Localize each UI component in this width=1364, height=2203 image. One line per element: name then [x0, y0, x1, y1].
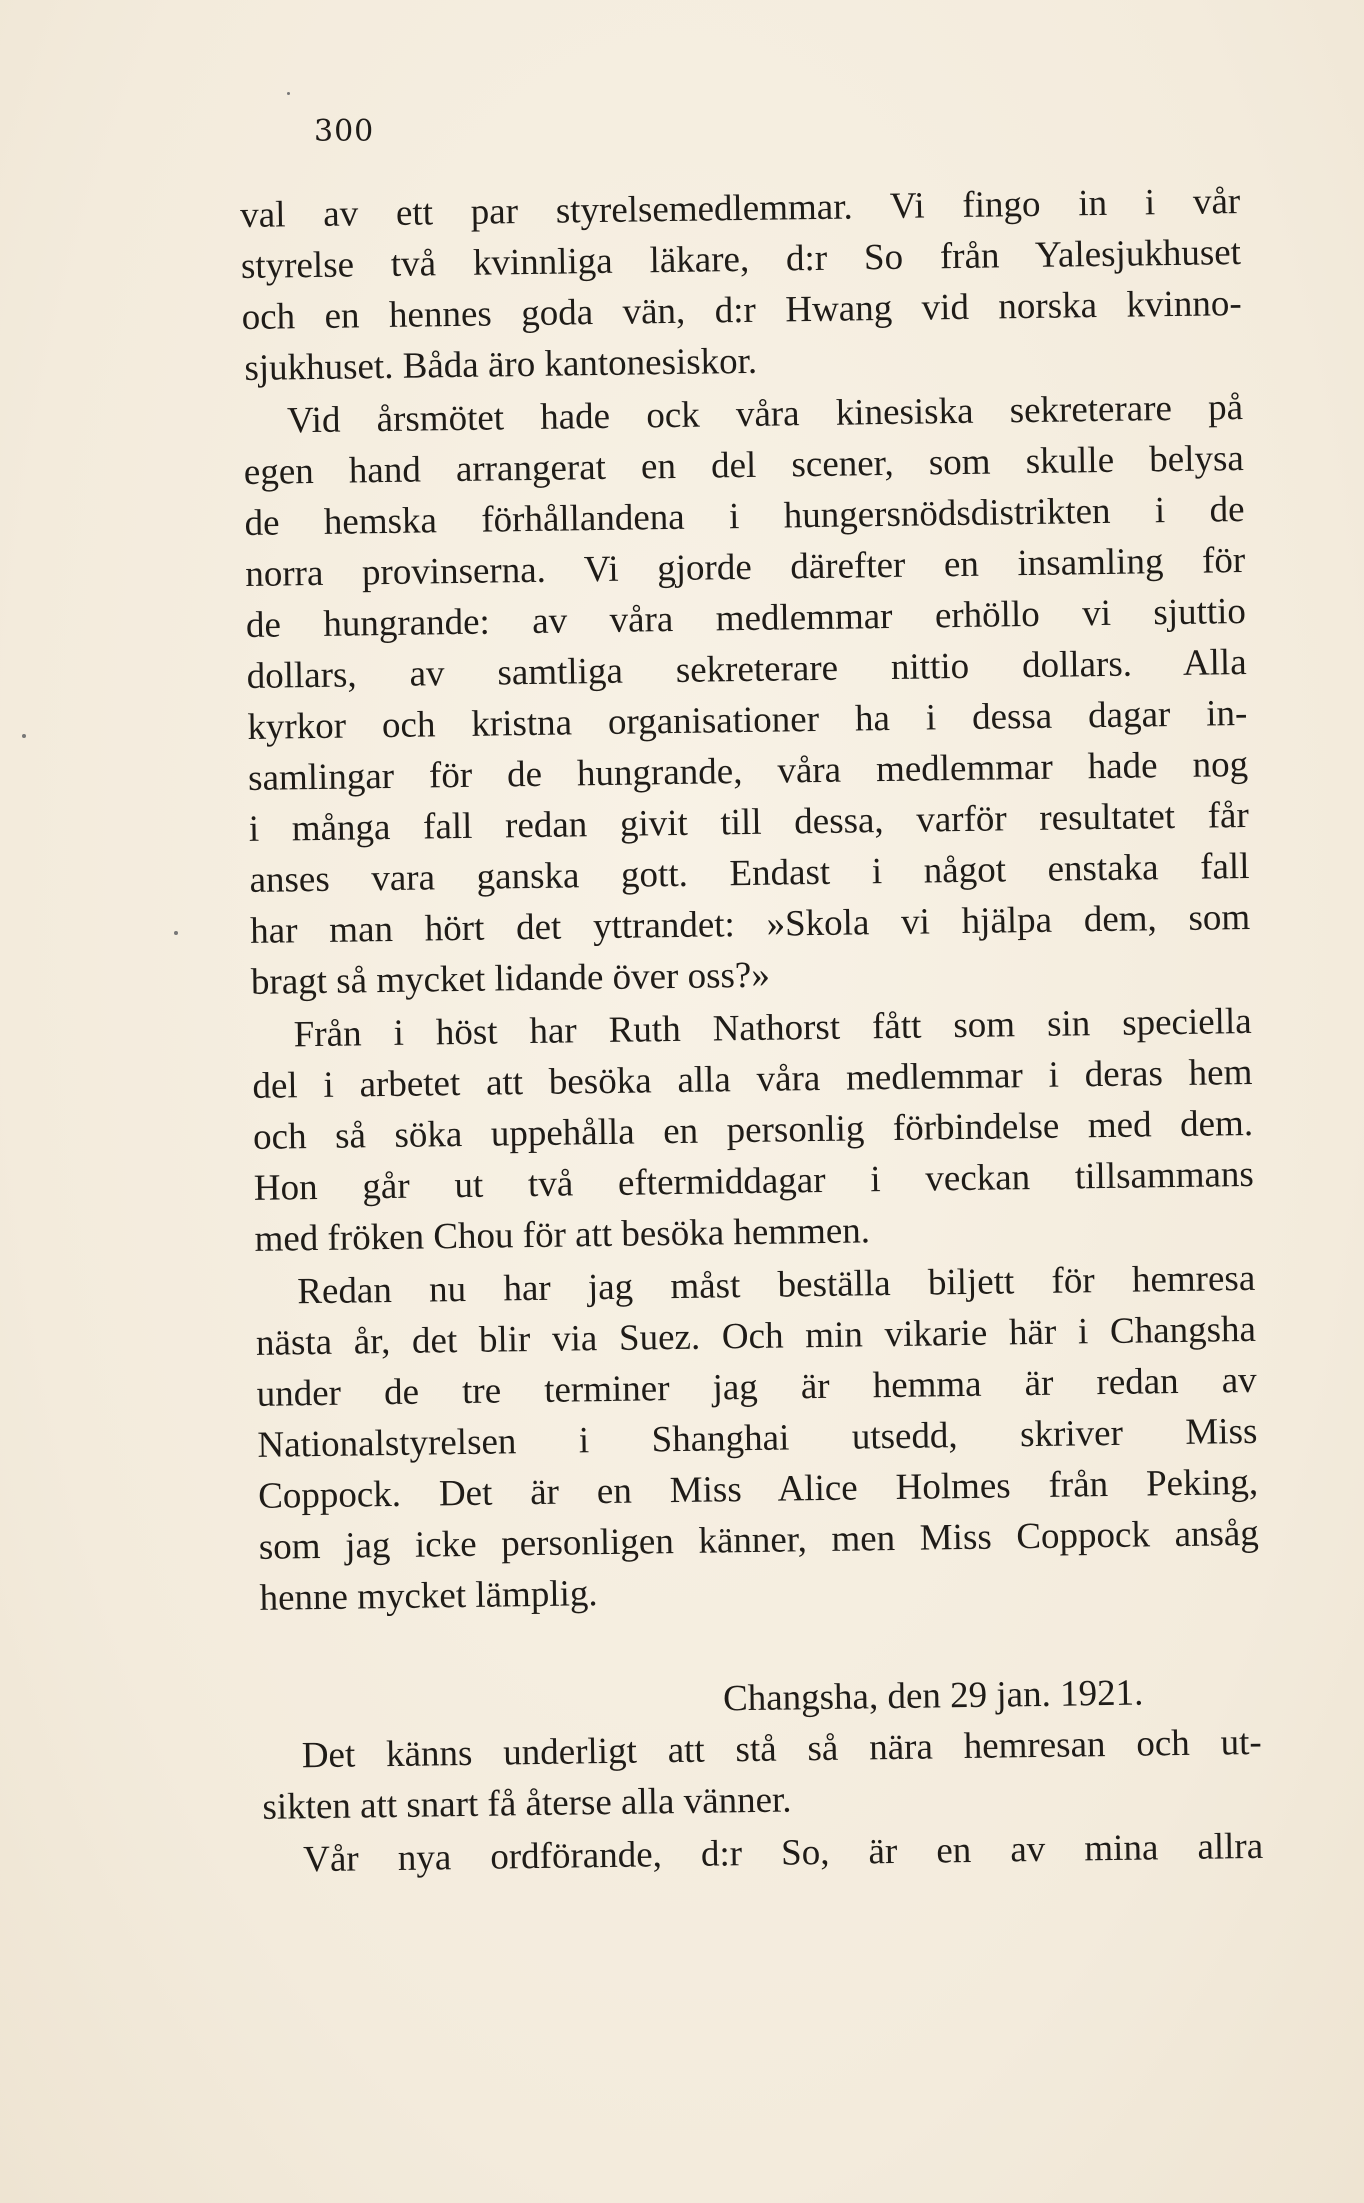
text-line: har man hört det yttrandet: »Skola vi hjälpa dem, som	[249, 896, 1251, 952]
print-speck	[174, 931, 178, 935]
text-line: Coppock. Det är en Miss Alice Holmes från Peking,	[257, 1461, 1259, 1517]
text-line: som jag icke personligen känner, men Miss Coppock ansåg	[258, 1512, 1260, 1568]
text-line: de hemska förhållandena i hungersnödsdistrikten i de	[244, 489, 1245, 544]
text-line: nästa år, det blir via Suez. Och min vikarie här i Changsha	[255, 1308, 1257, 1364]
text-line: val av ett par styrelsemedlemmar. Vi fingo in i vår	[239, 181, 1241, 236]
text-line: i många fall redan givit till dessa, varför resultatet får	[248, 794, 1250, 850]
text-line: Vid årsmötet hade ock våra kinesiska sekreterare på	[286, 387, 1244, 442]
text-line: Det känns underligt att stå så nära hemresan och ut-	[301, 1721, 1262, 1777]
text-line: Redan nu har jag måst beställa biljett för hemresa	[297, 1257, 1256, 1313]
text-line: de hungrande: av våra medlemmar erhöllo vi sjuttio	[245, 590, 1247, 646]
print-speck	[22, 734, 26, 738]
print-speck	[287, 92, 290, 95]
text-line: norra provinserna. Vi gjorde därefter en insamling för	[244, 540, 1246, 595]
text-line: Från i höst har Ruth Nathorst fått som sin speciella	[293, 1000, 1252, 1056]
text-line: dollars, av samtliga sekreterare nittio dollars. Alla	[246, 641, 1247, 697]
page-number: 300	[314, 114, 375, 149]
text-line: styrelse två kvinnliga läkare, d:r So från Yalesjukhuset	[240, 232, 1242, 287]
text-line: och en hennes goda vän, d:r Hwang vid norska kvinno-	[241, 283, 1242, 338]
text-line: henne mycket lämplig.	[259, 1573, 598, 1619]
text-line: och så söka uppehålla en personlig förbindelse med dem.	[252, 1102, 1254, 1158]
text-line: samlingar för de hungrande, våra medlemmar hade nog	[247, 743, 1249, 799]
text-line: sjukhuset. Båda äro kantonesiskor.	[244, 340, 758, 389]
text-line: med fröken Chou för att besöka hemmen.	[254, 1210, 871, 1260]
text-line: kyrkor och kristna organisationer ha i dessa dagar in-	[247, 692, 1248, 748]
text-line: del i arbetet att besöka alla våra medlemmar i deras hem	[252, 1051, 1253, 1107]
text-line: sikten att snart få återse alla vänner.	[262, 1779, 792, 1828]
text-line: egen hand arrangerat en del scener, som skulle belysa	[243, 438, 1245, 493]
letter-dateline: Changsha, den 29 jan. 1921.	[722, 1672, 1144, 1720]
text-line: anses vara ganska gott. Endast i något enstaka fall	[249, 845, 1250, 901]
body-text	[239, 181, 1280, 1881]
text-line: under de tre terminer jag är hemma är redan av	[256, 1359, 1257, 1415]
text-line: bragt så mycket lidande över oss?»	[250, 954, 771, 1003]
text-line: Vår nya ordförande, d:r So, är en av mina allra	[302, 1825, 1264, 1881]
text-line: Hon går ut två eftermiddagar i veckan tillsammans	[253, 1153, 1255, 1209]
text-line: Nationalstyrelsen i Shanghai utsedd, skriver Miss	[257, 1410, 1258, 1466]
